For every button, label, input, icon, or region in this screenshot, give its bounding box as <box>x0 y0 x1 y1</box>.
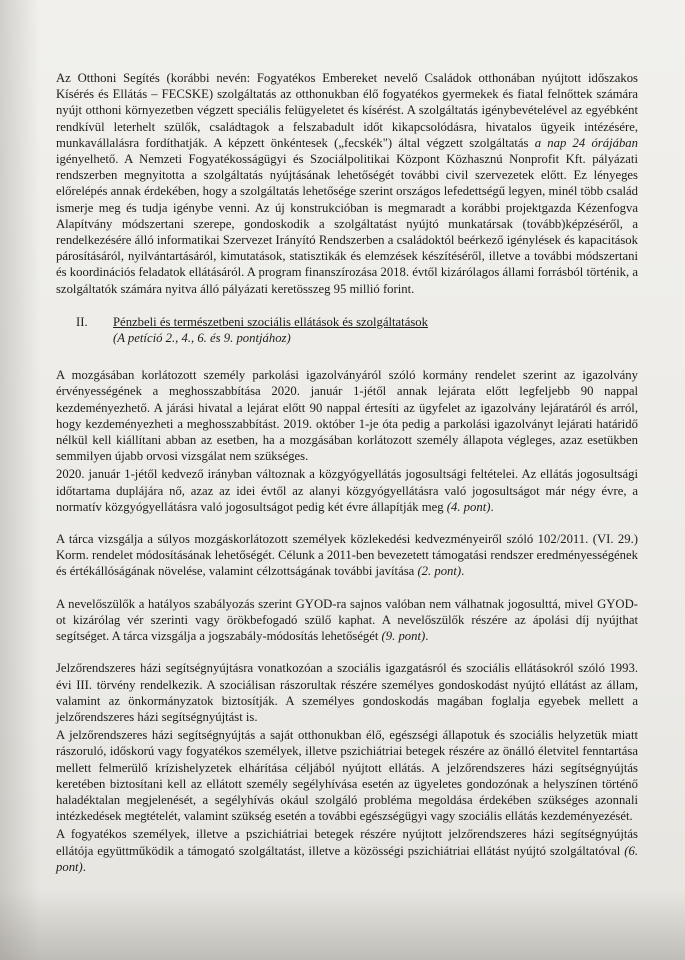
section-subtitle: (A petíció 2., 4., 6. és 9. pontjához) <box>113 331 291 346</box>
alarm-paragraph-3 <box>56 826 638 875</box>
section-number: II. <box>76 314 88 329</box>
page-shadow-left <box>0 0 40 960</box>
intro-paragraph <box>56 70 638 297</box>
vehicle-paragraph <box>56 531 638 580</box>
alarm-paragraph-1: Jelzőrendszeres házi segítségnyújtásra vonatkozóan a szociális igazgatásról és szociális ellátásokról szóló 1993. évi III. törvény rendelkezik. A szociálisan rászorultak részére személyes gondoskodást nyújtó ellátást az állam, valamint az önkormányzatok biztosítják. A személyes gondoskodás magában foglalja egyebek mellett a jelzőrendszeres házi segítségnyújtást is. <box>56 661 638 724</box>
page-shadow-bottom <box>0 890 685 960</box>
intro-text-1: Az Otthoni Segítés (korábbi nevén: Fogyatékos Embereket nevelő Családok otthonában nyújtott időszakos Kísérés és Ellátás – FECSKE) szolgáltatás az otthonukban élő fogyatékos gyermekek és fiatal felnőttek számára nyújt otthoni környezetben végzett speciális felügyeletet és kísérést. A szolgáltatás igénybevételével az egyébként rendkívül leterhelt szülők, családtagok a felszabadult időt kikapcsolódásra, hivatalos ügyeik intézésére, munkavállalásra fordíthatják. A képzett önkéntesek („fecskék") által végzett szolgáltatás <box>56 71 638 150</box>
alarm-reference: (6. pont) <box>56 843 638 874</box>
intro-text-2: igényelhető. A Nemzeti Fogyatékosságügyi és Szociálpolitikai Központ Közhasznú Nonprofit Kft. pályázati rendszerben megnyitotta a szolgáltatás nyújtásának lehetőségét további civil szervezetek előtt. Ez lényeges előrelépés annak érdekében, hogy a szolgáltatás lehetősége szerint országos lefedettségű legyen, minél több család ismerje meg és tudja igénybe venni. Az új konstrukcióban is megmaradt a korábbi projektgazda Kézenfogva Alapítvány módszertani szerepe, gondoskodik a szolgáltatást nyújtó munkatársak (tovább)képzéséről, a rendelkezésére álló informatikai Szervezet Irányító Rendszerben a családoktól beérkező igénylések és kapacitások párosításáról, nyilvántartásáról, kimutatások, statisztikák és elemzések készítéséről, illetve a további módszertani és koordinációs feladatok ellátásáról. A program finanszírozása 2018. évtől kizárólagos állami forrásból történik, a szolgáltatók számára nyitva álló pályázati keretösszeg 95 millió forint. <box>56 152 638 296</box>
parking-paragraph: A mozgásában korlátozott személy parkolási igazolványáról szóló kormány rendelet szerint az igazolvány érvényességének a meghosszabbítása 2020. január 1-jétől annak lejárata előtt legfeljebb 90 nappal kezdeményezhető. A járási hivatal a lejárat előtt 90 nappal értesíti az ügyfelet az igazolvány lejáratáról és arról, hogy kezdeményezheti a meghosszabbítást. 2019. október 1-je óta pedig a parkolási igazolványt lejárati határidő nélkül kell kiállítani abban az esetben, ha a mozgásában korlátozott személy állapota végleges, azaz esetükben semmilyen újabb orvosi vizsgálat nem szükséges. <box>56 368 638 464</box>
gyod-paragraph <box>56 596 638 645</box>
vehicle-text: A tárca vizsgálja a súlyos mozgáskorlátozott személyek közlekedési kedvezményeiről szóló 102/2011. (VI. 29.) Korm. rendelet módosításának lehetőségét. Célunk a 2011-ben bevezetett támogatási rendszer eredményességének és értékállóságának növelése, valamint célzottságának további javítása <box>56 532 638 579</box>
gyod-reference: (9. pont) <box>381 629 426 644</box>
intro-emphasis: a nap 24 órájában <box>534 135 638 150</box>
section-heading <box>56 314 638 346</box>
gyod-text: A nevelőszülők a hatályos szabályozás szerint GYOD-ra sajnos valóban nem válhatnak jogosulttá, mivel GYOD-ot kizárólag vér szerinti vagy örökbefogadó szülő kaphat. A nevelőszülők részére az ápolási díj nyújthat segítséget. A tárca vizsgálja a jogszabály-módosítás lehetőségét <box>56 596 638 644</box>
alarm-end: . <box>82 859 86 874</box>
section-title: Pénzbeli és természetbeni szociális ellátások és szolgáltatások <box>113 314 428 329</box>
care-paragraph <box>56 466 638 515</box>
care-text: 2020. január 1-jétől kedvező irányban változnak a közgyógyellátás jogosultsági feltételei. Az ellátás jogosultsági időtartama duplájára nő, azaz az idei évtől az alanyi közgyógyellátásra való jogosultságot már négy évre, a normatív közgyógyellátásra való jogosultságot pedig két évre állapítják meg <box>56 467 638 514</box>
gyod-end: . <box>425 629 429 644</box>
care-reference: (4. pont) <box>446 499 491 514</box>
alarm-text: A fogyatékos személyek, illetve a pszichiátriai betegek részére nyújtott jelzőrendszeres házi segítségnyújtás ellátója együttműködik a támogató szolgáltatást, illetve a közösségi pszichiátriai ellátást nyújtó szolgáltatóval <box>56 827 638 858</box>
vehicle-end: . <box>461 564 465 579</box>
care-end: . <box>490 499 494 514</box>
vehicle-reference: (2. pont) <box>417 564 462 579</box>
document-body <box>56 70 638 875</box>
alarm-paragraph-2: A jelzőrendszeres házi segítségnyújtás a saját otthonukban élő, egészségi állapotuk és szociális helyzetük miatt rászoruló, időskorú vagy fogyatékos személyek, illetve pszichiátriai betegek részére az önálló életvitel fenntartása mellett felmerülő krízishelyzetek elhárítása céljából nyújtott ellátás. A jelzőrendszeres házi segítségnyújtás keretében biztosítani kell az ellátott személy segélyhívása esetén az ügyeletes gondozónak a helyszínen történő haladéktalan megjelenését, a segélyhívás okául szolgáló probléma megoldása érdekében szükséges azonnali intézkedések megtételét, valamint szükség esetén a további egészségügyi vagy szociális ellátás kezdeményezését. <box>56 728 638 824</box>
